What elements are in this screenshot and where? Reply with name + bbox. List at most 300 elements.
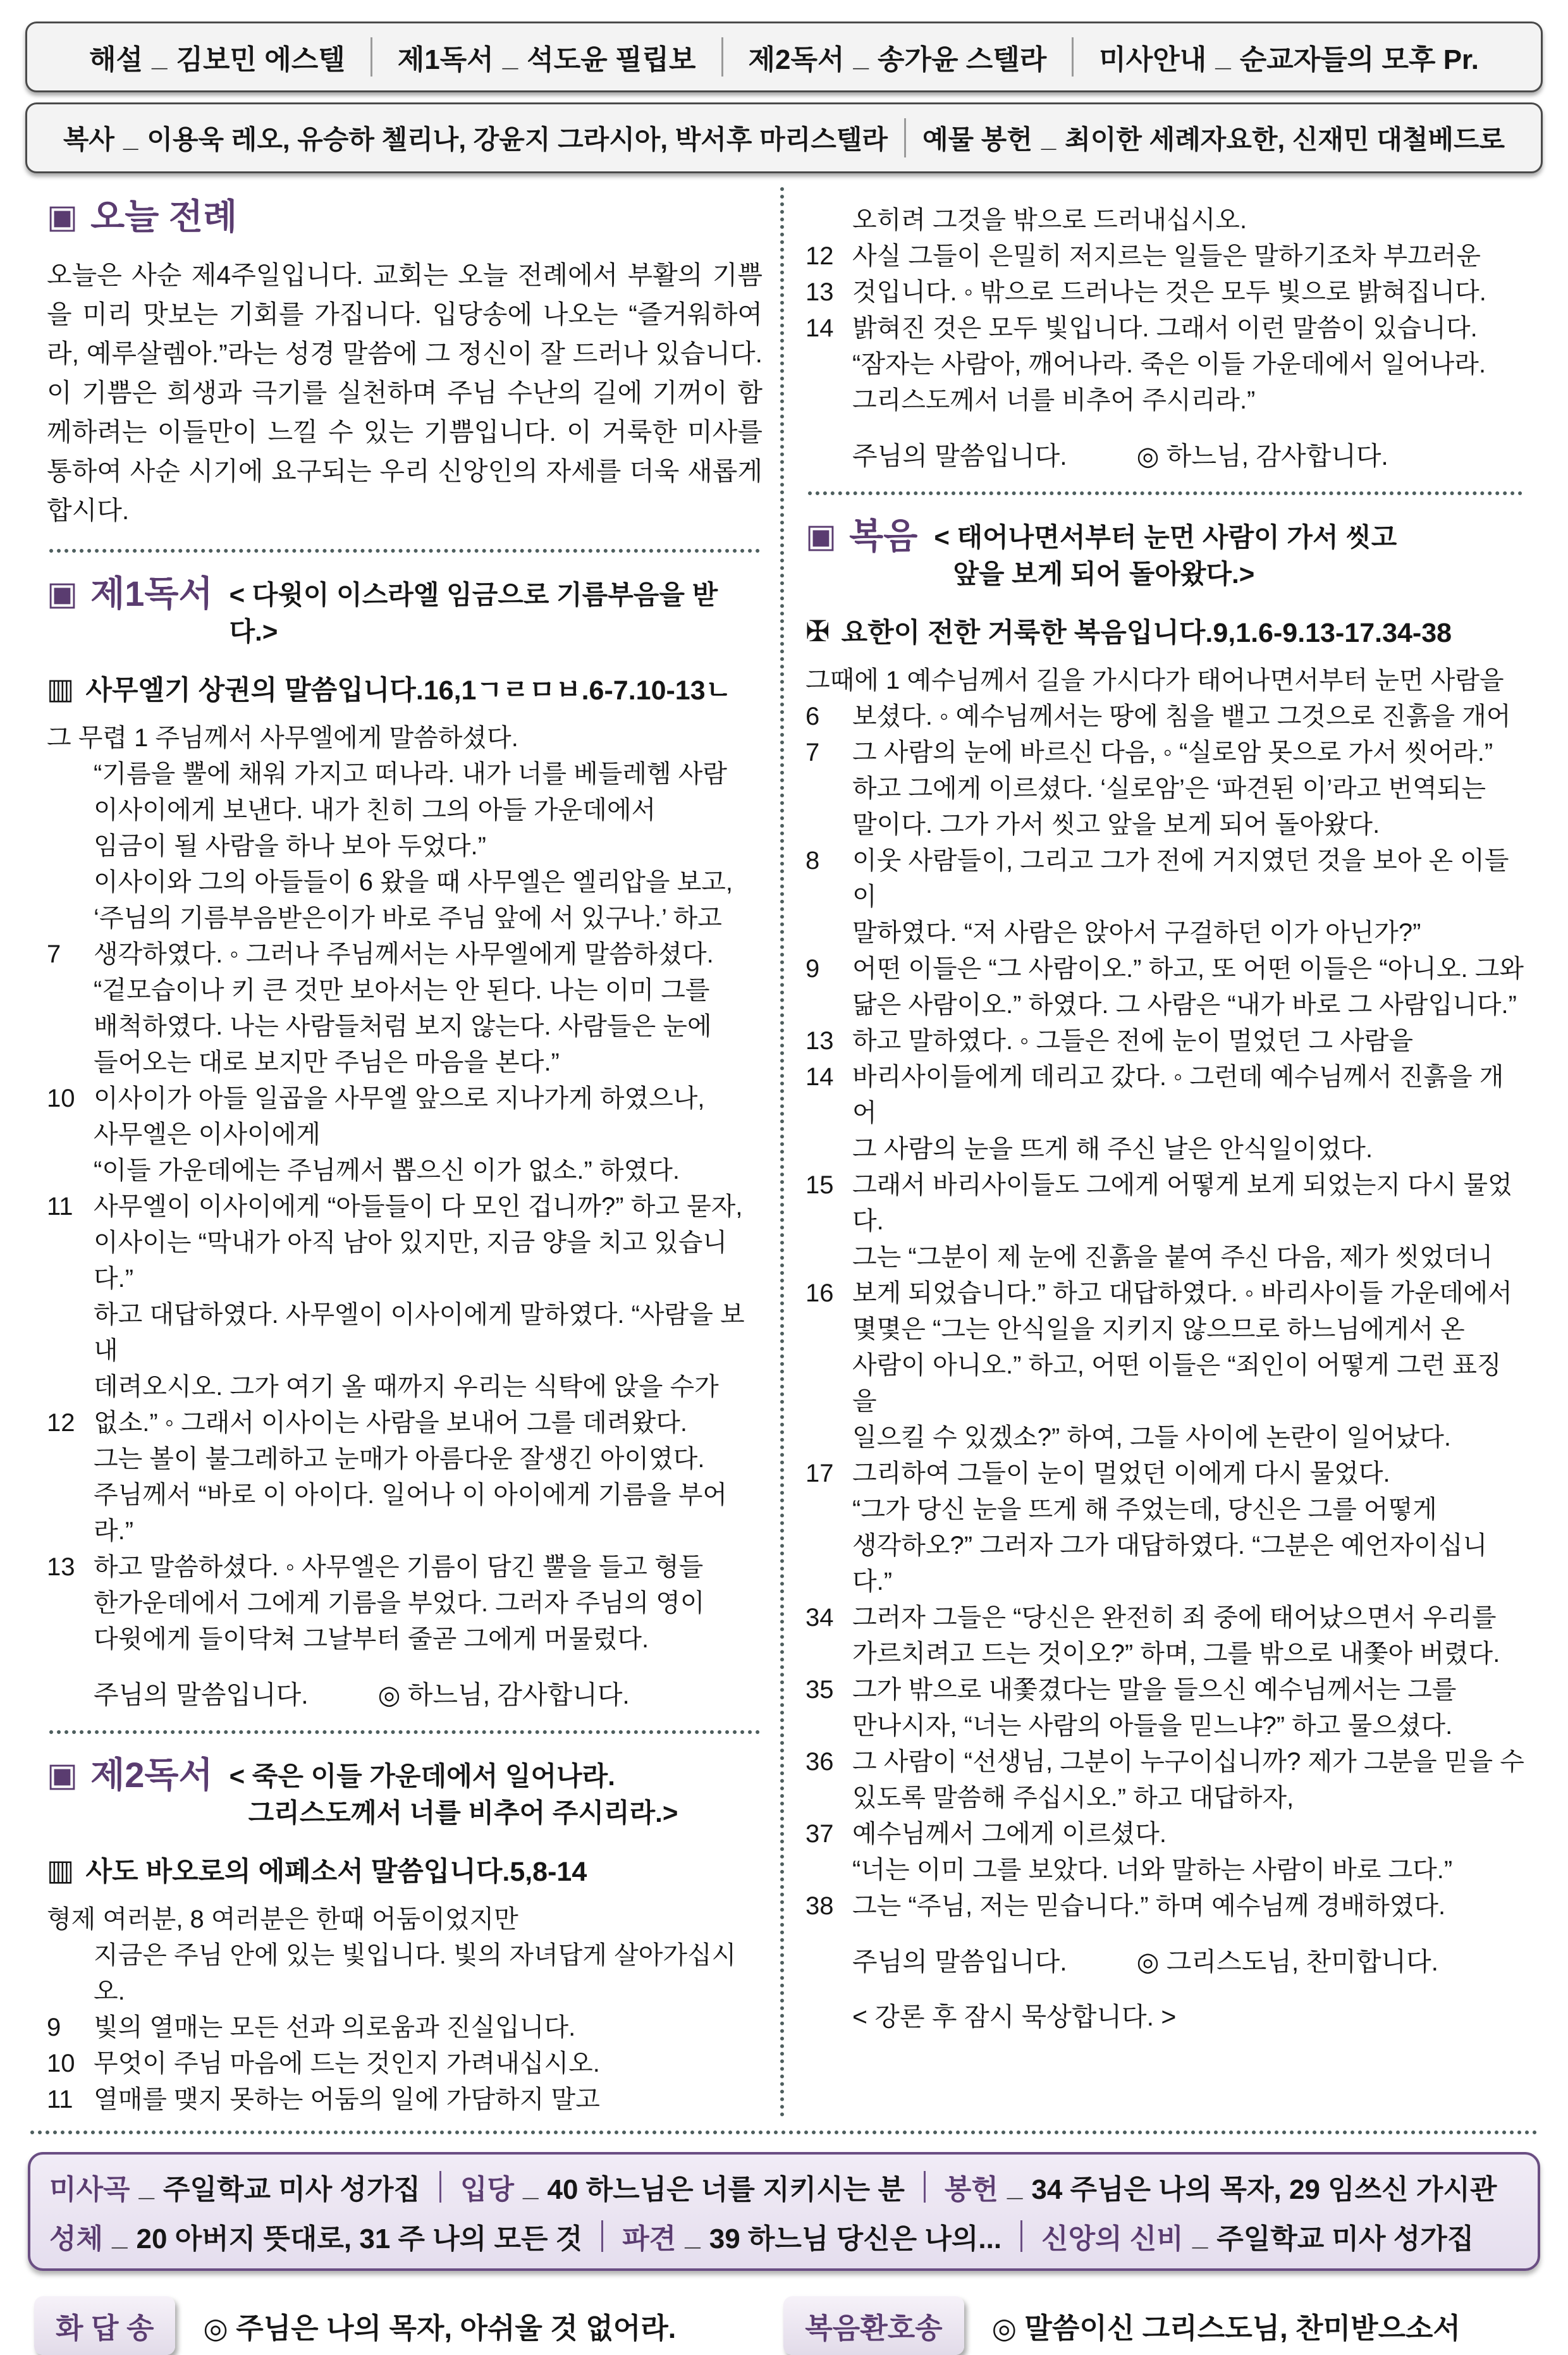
verse-line xyxy=(47,1297,763,1369)
verse-line xyxy=(805,347,1525,383)
verse-line xyxy=(47,2046,763,2082)
section-square-icon: ▣ xyxy=(47,575,78,612)
hymn-separator: _ xyxy=(1192,2220,1208,2251)
first-reading-source: 사무엘기 상권의 말씀입니다.16,1ㄱㄹㅁㅂ.6-7.10-13ㄴ xyxy=(85,675,732,706)
verse-number xyxy=(47,1009,94,1045)
verse-text: 임금이 될 사람을 하나 보아 두었다.” xyxy=(94,832,486,860)
verse-line xyxy=(47,1081,763,1117)
role-item-altar-servers xyxy=(63,119,888,157)
verse-text: 만나시자, “너는 사람의 아들을 믿느냐?” 하고 물으셨다. xyxy=(852,1712,1453,1740)
verse-number: 10 xyxy=(47,1085,75,1112)
verse-line xyxy=(47,1902,763,1938)
verse-number xyxy=(805,1348,852,1420)
verse-number: 14 xyxy=(805,1063,834,1091)
verse-text: 그는 볼이 불그레하고 눈매가 아름다운 잘생긴 아이였다. xyxy=(94,1445,705,1473)
first-reading-subtitle: < 다윗이 이스라엘 임금으로 기름부음을 받다.> xyxy=(229,580,718,646)
role-separator: _ xyxy=(1215,41,1231,72)
hymn-value: 34 주님은 나의 목자, 29 임쓰신 가시관 xyxy=(1031,2174,1497,2205)
verse-line xyxy=(47,828,763,864)
role-item-mass-guide xyxy=(1099,37,1479,77)
hymn-value: 40 하느님은 너를 지키시는 분 xyxy=(547,2174,905,2205)
verse-text: 닮은 사람이오.” 하였다. 그 사람은 “내가 바로 그 사람입니다.” xyxy=(852,991,1517,1019)
closing-response: ◎ 하느님, 감사합니다. xyxy=(377,1680,630,1709)
left-column xyxy=(25,187,784,2118)
verse-text: 그 사람의 눈을 뜨게 해 주신 날은 안식일이었다. xyxy=(852,1135,1373,1163)
role-separator: _ xyxy=(123,123,138,152)
verse-line xyxy=(805,1312,1525,1348)
verse-text: 것입니다. ◦ 밖으로 드러나는 것은 모두 빛으로 밝혀집니다. xyxy=(852,278,1486,306)
role-value: 석도윤 필립보 xyxy=(527,44,696,75)
verse-number: 7 xyxy=(47,940,61,968)
verse-line xyxy=(47,864,763,901)
verse-line xyxy=(805,1636,1525,1672)
verse-number: 35 xyxy=(805,1676,834,1704)
section-gospel xyxy=(805,517,1525,593)
verse-number xyxy=(805,1131,852,1167)
verse-number: 9 xyxy=(47,2014,61,2041)
section-square-icon: ▣ xyxy=(47,199,78,235)
verse-line xyxy=(805,1059,1525,1131)
verse-line xyxy=(805,1276,1525,1312)
verse-line xyxy=(47,2082,763,2118)
verse-number: 38 xyxy=(805,1892,834,1920)
verse-number: 17 xyxy=(805,1460,834,1487)
hymn-value: 주일학교 미사 성가집 xyxy=(1216,2223,1474,2254)
verse-text: 그 사람이 “선생님, 그분이 누구이십니까? 제가 그분을 믿을 수 xyxy=(852,1748,1524,1776)
verse-text: 배척하였다. 나는 사람들처럼 보지 않는다. 사람들은 눈에 xyxy=(94,1012,712,1040)
right-column xyxy=(784,187,1543,2118)
verse-text: 사실 그들이 은밀히 저지르는 일들은 말하기조차 부끄러운 xyxy=(852,242,1481,270)
hymn-value: 39 하느님 당신은 나의... xyxy=(709,2223,1002,2254)
verse-line xyxy=(805,383,1525,419)
meditation-note: < 강론 후 잠시 묵상합니다. > xyxy=(852,2002,1177,2031)
verse-number: 37 xyxy=(805,1820,834,1848)
verse-text: 한가운데에서 그에게 기름을 부었다. 그러자 주님의 영이 xyxy=(94,1589,705,1617)
verse-number xyxy=(805,807,852,843)
verse-text: 말이다. 그가 가서 씻고 앞을 보게 되어 돌아왔다. xyxy=(852,811,1380,839)
hymn-label: 봉헌 xyxy=(944,2174,998,2205)
first-reading-closing xyxy=(47,1674,763,1711)
subtitle-line: 앞을 보게 되어 돌아왔다.> xyxy=(953,559,1255,589)
verse-line xyxy=(805,202,1525,238)
hymn-separator: _ xyxy=(1007,2171,1023,2202)
verse-number xyxy=(47,1117,94,1153)
verse-line xyxy=(47,1938,763,2010)
verse-number xyxy=(47,1297,94,1369)
verse-line xyxy=(805,915,1525,951)
role-item-offertory xyxy=(922,119,1505,157)
role-separator: _ xyxy=(152,41,168,72)
role-item-reading1 xyxy=(398,37,696,77)
closing-text: 주님의 말씀입니다. xyxy=(852,1947,1067,1976)
gospel-acclamation-item xyxy=(783,2296,1461,2355)
role-label: 제2독서 xyxy=(748,44,845,75)
hymn-label: 신앙의 신비 xyxy=(1041,2223,1184,2254)
section-title-second-reading: 제2독서 xyxy=(90,1755,213,1795)
verse-number xyxy=(805,1852,852,1888)
verse-line xyxy=(805,1780,1525,1816)
verse-number xyxy=(805,347,852,383)
hymn-label: 미사곡 xyxy=(49,2174,130,2205)
verse-number xyxy=(47,1441,94,1477)
verse-line xyxy=(47,1009,763,1045)
verse-number xyxy=(805,1420,852,1456)
verse-text: 사람이 아니오.” 하고, 어떤 이들은 “죄인이 어떻게 그런 표징을 xyxy=(852,1351,1502,1415)
verse-text: 주님께서 “바로 이 아이다. 일어나 이 아이에게 기름을 부어라.” xyxy=(94,1481,728,1545)
verse-number xyxy=(805,1492,852,1528)
verse-line xyxy=(805,771,1525,807)
second-reading-verses-left xyxy=(47,1902,763,2118)
verse-line xyxy=(805,843,1525,915)
verse-number xyxy=(805,1312,852,1348)
verse-text: 들어오는 대로 보지만 주님은 마음을 본다.” xyxy=(94,1048,560,1076)
verse-line xyxy=(805,1816,1525,1852)
verse-text: 지금은 주님 안에 있는 빛입니다. 빛의 자녀답게 살아가십시오. xyxy=(94,1941,737,2005)
verse-text: 생각하오?” 그러자 그가 대답하였다. “그분은 예언자이십니다.” xyxy=(852,1532,1488,1596)
verse-line xyxy=(47,2010,763,2046)
second-reading-subtitle xyxy=(230,1755,678,1831)
verse-number: 9 xyxy=(805,955,820,983)
verse-text: 무엇이 주님 마음에 드는 것인지 가려내십시오. xyxy=(94,2050,600,2077)
responsorial-psalm-text: ◎ 주님은 나의 목자, 아쉬울 것 없어라. xyxy=(203,2312,677,2344)
verse-text: ‘주님의 기름부음받은이가 바로 주님 앞에 서 있구나.’ 하고 xyxy=(94,904,722,932)
verse-number: 12 xyxy=(47,1409,75,1437)
verse-number xyxy=(805,383,852,419)
verse-line xyxy=(47,1405,763,1441)
verse-text: 그리하여 그들이 눈이 멀었던 이에게 다시 물었다. xyxy=(852,1460,1390,1487)
hymn-row-2 xyxy=(49,2211,1519,2261)
verse-text: 바리사이들에게 데리고 갔다. ◦ 그런데 예수님께서 진흙을 개어 xyxy=(852,1063,1504,1127)
striped-box-icon: ▥ xyxy=(47,1853,75,1886)
verse-number xyxy=(805,1708,852,1744)
gospel-verses xyxy=(805,663,1525,1924)
hymn-value: 20 아버지 뜻대로, 31 주 나의 모든 것 xyxy=(136,2223,583,2254)
verse-number xyxy=(805,771,852,807)
section-title-gospel: 복음 xyxy=(849,516,918,556)
verse-number: 34 xyxy=(805,1604,834,1632)
verse-line xyxy=(805,1239,1525,1276)
verse-number: 14 xyxy=(805,314,834,342)
verse-text: “겉모습이나 키 큰 것만 보아서는 안 된다. 나는 이미 그를 xyxy=(94,976,710,1004)
verse-text: 보게 되었습니다.” 하고 대답하였다. ◦ 바리사이들 가운데에서 xyxy=(852,1279,1512,1307)
hymn-separator: _ xyxy=(138,2171,154,2202)
verse-number xyxy=(47,756,94,792)
gospel-closing xyxy=(805,1941,1525,1978)
verse-line xyxy=(47,756,763,792)
verse-text: 이사이가 아들 일곱을 사무엘 앞으로 지나가게 하였으나, xyxy=(94,1085,705,1112)
role-item-reading2 xyxy=(749,37,1047,77)
verse-line xyxy=(805,274,1525,311)
section-square-icon: ▣ xyxy=(47,1757,78,1793)
closing-text: 주님의 말씀입니다. xyxy=(852,441,1067,470)
verse-number: 8 xyxy=(805,847,820,875)
verse-line xyxy=(805,807,1525,843)
gospel-source: 요한이 전한 거룩한 복음입니다.9,1.6-9.13-17.34-38 xyxy=(841,618,1452,648)
verse-line xyxy=(805,1852,1525,1888)
divider xyxy=(904,118,906,157)
verse-line xyxy=(805,663,1525,699)
verse-line xyxy=(805,1600,1525,1636)
verse-number xyxy=(47,1938,94,2010)
section-first-reading xyxy=(47,574,763,650)
verse-line xyxy=(805,1348,1525,1420)
verse-text: 그래서 바리사이들도 그에게 어떻게 보게 되었는지 다시 물었다. xyxy=(852,1171,1512,1235)
verse-number xyxy=(47,792,94,828)
divider xyxy=(1020,2220,1022,2252)
verse-number xyxy=(47,828,94,864)
verse-text: 이사이와 그의 아들들이 6 왔을 때 사무엘은 엘리압을 보고, xyxy=(94,868,733,896)
verse-number xyxy=(805,1528,852,1600)
verse-text: 오히려 그것을 밖으로 드러내십시오. xyxy=(852,206,1247,234)
verse-text: 어떤 이들은 “그 사람이오.” 하고, 또 어떤 이들은 “아니오. 그와 xyxy=(852,955,1524,983)
role-value: 송가윤 스텔라 xyxy=(877,44,1047,75)
verse-line xyxy=(47,973,763,1009)
hymn-separator: _ xyxy=(523,2171,539,2202)
hymn-label: 파견 xyxy=(622,2223,677,2254)
verse-number: 13 xyxy=(47,1553,75,1581)
footer-antiphons xyxy=(34,2296,1534,2355)
verse-line xyxy=(805,1492,1525,1528)
divider xyxy=(924,2171,926,2203)
verse-text: 하고 말하였다. ◦ 그들은 전에 눈이 멀었던 그 사람을 xyxy=(852,1027,1413,1055)
first-reading-source-line xyxy=(47,669,763,708)
roles-header-row2 xyxy=(25,102,1543,173)
verse-line xyxy=(47,1585,763,1621)
closing-response: ◎ 하느님, 감사합니다. xyxy=(1136,441,1388,470)
role-separator: _ xyxy=(1041,123,1057,152)
verse-text: 형제 여러분, 8 여러분은 한때 어둠이었지만 xyxy=(47,1905,518,1933)
verse-number xyxy=(47,1225,94,1297)
section-square-icon: ▣ xyxy=(805,518,837,555)
role-label: 제1독서 xyxy=(397,44,494,75)
verse-number: 15 xyxy=(805,1171,834,1199)
second-reading-closing xyxy=(805,435,1525,472)
verse-text: 일으킬 수 있겠소?” 하여, 그들 사이에 논란이 일어났다. xyxy=(852,1423,1452,1451)
verse-line xyxy=(47,937,763,973)
verse-line xyxy=(805,1744,1525,1780)
dotted-divider xyxy=(49,549,760,553)
divider xyxy=(371,37,372,77)
closing-response: ◎ 그리스도님, 찬미합니다. xyxy=(1136,1947,1439,1976)
verse-text: 데려오시오. 그가 여기 올 때까지 우리는 식탁에 앉을 수가 xyxy=(94,1373,719,1401)
verse-text: 생각하였다. ◦ 그러나 주님께서는 사무엘에게 말씀하셨다. xyxy=(94,940,714,968)
verse-text: 하고 그에게 이르셨다. ‘실로암’은 ‘파견된 이’라고 번역되는 xyxy=(852,775,1486,802)
hymn-separator: _ xyxy=(685,2220,701,2251)
gospel-acclamation-badge: 복음환호송 xyxy=(783,2296,964,2355)
verse-line xyxy=(47,1621,763,1657)
responsorial-psalm-badge: 화 답 송 xyxy=(34,2296,175,2355)
verse-text: 그 무렵 1 주님께서 사무엘에게 말씀하셨다. xyxy=(47,724,518,752)
verse-number: 12 xyxy=(805,242,834,270)
verse-number: 11 xyxy=(47,1193,73,1221)
verse-line xyxy=(47,1153,763,1189)
verse-number: 36 xyxy=(805,1748,834,1776)
verse-text: 말하였다. “저 사람은 앉아서 구걸하던 이가 아닌가?” xyxy=(852,919,1421,947)
verse-line xyxy=(47,1441,763,1477)
cross-icon: ✠ xyxy=(805,614,830,648)
verse-text: 사무엘은 이사이에게 xyxy=(94,1121,321,1148)
verse-number: 7 xyxy=(805,739,820,766)
verse-line xyxy=(805,1023,1525,1059)
verse-line xyxy=(805,1528,1525,1600)
dotted-divider-full xyxy=(30,2131,1538,2134)
role-label: 해설 xyxy=(89,44,144,75)
verse-line xyxy=(47,1225,763,1297)
verse-text: 이사이에게 보낸다. 내가 친히 그의 아들 가운데에서 xyxy=(94,796,656,824)
hymn-label: 성체 xyxy=(49,2223,104,2254)
verse-text: 보셨다. ◦ 예수님께서는 땅에 침을 뱉고 그것으로 진흙을 개어 xyxy=(852,703,1511,730)
gospel-subtitle xyxy=(934,517,1397,593)
verse-text: 빛의 열매는 모든 선과 의로움과 진실입니다. xyxy=(94,2014,576,2041)
verse-number xyxy=(805,1780,852,1816)
verse-number: 11 xyxy=(47,2086,73,2113)
subtitle-line: < 태어나면서부터 눈먼 사람이 가서 씻고 xyxy=(934,522,1397,552)
verse-line xyxy=(47,1189,763,1225)
verse-text: 사무엘이 이사이에게 “아들들이 다 모인 겁니까?” 하고 묻자, xyxy=(94,1193,743,1221)
divider xyxy=(721,37,723,77)
verse-line xyxy=(805,735,1525,771)
verse-number: 10 xyxy=(47,2050,75,2077)
verse-line xyxy=(805,699,1525,735)
verse-text: 예수님께서 그에게 이르셨다. xyxy=(852,1820,1167,1848)
role-label: 예물 봉헌 xyxy=(922,125,1032,154)
verse-text: 그는 “주님, 저는 믿습니다.” 하며 예수님께 경배하였다. xyxy=(852,1892,1446,1920)
verse-line xyxy=(47,1477,763,1549)
verse-text: 하고 말씀하셨다. ◦ 사무엘은 기름이 담긴 뿔을 들고 형들 xyxy=(94,1553,704,1581)
verse-line xyxy=(805,1672,1525,1708)
role-item-commentary xyxy=(89,37,345,77)
dotted-divider xyxy=(49,1730,760,1734)
second-reading-source-line xyxy=(47,1850,763,1889)
verse-number xyxy=(47,1045,94,1081)
role-separator: _ xyxy=(502,41,518,72)
role-label: 복사 xyxy=(63,125,115,154)
verse-text: 다윗에게 들이닥쳐 그날부터 줄곧 그에게 머물렀다. xyxy=(94,1625,649,1653)
verse-number xyxy=(47,1369,94,1405)
verse-line xyxy=(805,1456,1525,1492)
verse-number: 16 xyxy=(805,1279,834,1307)
verse-text: “그가 당신 눈을 뜨게 해 주었는데, 당신은 그를 어떻게 xyxy=(852,1496,1437,1523)
dotted-divider xyxy=(808,491,1522,495)
verse-line xyxy=(805,311,1525,347)
verse-text: 열매를 맺지 못하는 어둠의 일에 가담하지 말고 xyxy=(94,2086,600,2113)
section-title-first-reading: 제1독서 xyxy=(90,574,213,613)
verse-number xyxy=(805,1239,852,1276)
hymn-value: 주일학교 미사 성가집 xyxy=(163,2174,420,2205)
verse-text: 가르치려고 드는 것이오?” 하며, 그를 밖으로 내쫓아 버렸다. xyxy=(852,1640,1500,1668)
verse-line xyxy=(47,1045,763,1081)
hymn-list-box xyxy=(28,2152,1540,2271)
hymn-row-1 xyxy=(49,2162,1519,2211)
verse-number xyxy=(805,987,852,1023)
verse-number xyxy=(805,1636,852,1672)
role-value: 최이한 세례자요한, 신재민 대철베드로 xyxy=(1065,125,1505,154)
verse-text: 그리스도께서 너를 비추어 주시리라.” xyxy=(852,386,1256,414)
verse-text: 이사이는 “막내가 아직 남아 있지만, 지금 양을 치고 있습니다.” xyxy=(94,1229,728,1293)
verse-number xyxy=(805,915,852,951)
second-reading-source: 사도 바오로의 에페소서 말씀입니다.5,8-14 xyxy=(85,1857,587,1887)
verse-number xyxy=(47,864,94,901)
subtitle-line: < 죽은 이들 가운데에서 일어나라. xyxy=(229,1761,615,1791)
verse-text: “잠자는 사람아, 깨어나라. 죽은 이들 가운데에서 일어나라. xyxy=(852,350,1486,378)
verse-line xyxy=(47,901,763,937)
subtitle-line: 그리스도께서 너를 비추어 주시리라.> xyxy=(248,1798,678,1828)
role-value: 김보민 에스텔 xyxy=(176,44,345,75)
section-title-today: 오늘 전례 xyxy=(90,197,238,237)
second-reading-verses-right xyxy=(805,202,1525,419)
closing-text: 주님의 말씀입니다. xyxy=(94,1680,309,1709)
verse-line xyxy=(805,1131,1525,1167)
verse-number xyxy=(47,1621,94,1657)
gospel-acclamation-text: ◎ 말씀이신 그리스도님, 찬미받으소서 xyxy=(991,2312,1461,2344)
gospel-source-line xyxy=(805,612,1525,650)
verse-line xyxy=(805,1708,1525,1744)
verse-number: 13 xyxy=(805,1027,834,1055)
divider xyxy=(601,2220,603,2252)
section-second-reading xyxy=(47,1755,763,1831)
verse-line xyxy=(805,987,1525,1023)
verse-text: 있도록 말씀해 주십시오.” 하고 대답하자, xyxy=(852,1784,1294,1812)
verse-text: “이들 가운데에는 주님께서 뽑으신 이가 없소.” 하였다. xyxy=(94,1157,680,1184)
verse-line xyxy=(805,1420,1525,1456)
verse-line xyxy=(805,1888,1525,1924)
verse-text: 이웃 사람들이, 그리고 그가 전에 거지였던 것을 보아 온 이들이 xyxy=(852,847,1509,911)
verse-text: 하고 대답하였다. 사무엘이 이사이에게 말하였다. “사람을 보내 xyxy=(94,1301,745,1365)
verse-line xyxy=(47,1369,763,1405)
verse-line xyxy=(47,1549,763,1585)
verse-text: 그가 밖으로 내쫓겼다는 말을 들으신 예수님께서는 그를 xyxy=(852,1676,1457,1704)
verse-number xyxy=(47,1153,94,1189)
hymn-separator: _ xyxy=(112,2220,128,2251)
today-liturgy-paragraph: 오늘은 사순 제4주일입니다. 교회는 오늘 전례에서 부활의 기쁨을 미리 맛보는 기회를 가집니다. 입당송에 나오는 “즐거워하여라, 예루살렘아.”라는 성경 말씀에 그 정신이 잘 드러나 있습니다. 이 기쁨은 희생과 극기를 실천하며 주님 수난의 길에 기꺼이 함께하려는 이들만이 느낄 수 있는 기쁨입니다. 이 거룩한 미사를 통하여 사순 시기에 요구되는 우리 신앙인의 자세를 더욱 새롭게 합시다. xyxy=(47,261,763,525)
verse-number xyxy=(47,1585,94,1621)
two-column-body xyxy=(25,187,1543,2118)
verse-text: “기름을 뿔에 채워 가지고 떠나라. 내가 너를 베들레헴 사람 xyxy=(94,760,728,788)
verse-text: 밝혀진 것은 모두 빛입니다. 그래서 이런 말씀이 있습니다. xyxy=(852,314,1478,342)
section-today-liturgy xyxy=(47,197,763,237)
verse-number xyxy=(47,973,94,1009)
role-value: 순교자들의 모후 Pr. xyxy=(1239,44,1479,75)
roles-header-row1 xyxy=(25,22,1543,92)
verse-number xyxy=(47,901,94,937)
role-value: 이용욱 레오, 유승하 첼리나, 강윤지 그라시아, 박서후 마리스텔라 xyxy=(147,125,888,154)
verse-number xyxy=(805,202,852,238)
verse-text: 없소.” ◦ 그래서 이사이는 사람을 보내어 그를 데려왔다. xyxy=(94,1409,687,1437)
striped-box-icon: ▥ xyxy=(47,672,75,705)
first-reading-verses xyxy=(47,720,763,1657)
verse-line xyxy=(47,720,763,756)
verse-line xyxy=(805,951,1525,987)
verse-line xyxy=(805,238,1525,274)
verse-number xyxy=(47,1477,94,1549)
verse-number: 6 xyxy=(805,703,820,730)
verse-text: 그 사람의 눈에 바르신 다음, ◦ “실로암 못으로 가서 씻어라.” xyxy=(852,739,1493,766)
role-label: 미사안내 xyxy=(1099,44,1207,75)
verse-line xyxy=(805,1167,1525,1239)
verse-number: 13 xyxy=(805,278,834,306)
verse-line xyxy=(47,1117,763,1153)
verse-text: 몇몇은 “그는 안식일을 지키지 않으므로 하느님에게서 온 xyxy=(852,1315,1465,1343)
verse-text: 그러자 그들은 “당신은 완전히 죄 중에 태어났으면서 우리를 xyxy=(852,1604,1497,1632)
responsorial-psalm-item xyxy=(34,2296,676,2355)
divider xyxy=(1072,37,1074,77)
verse-text: 그때에 1 예수님께서 길을 가시다가 태어나면서부터 눈먼 사람을 xyxy=(805,667,1504,694)
verse-line xyxy=(47,792,763,828)
divider xyxy=(439,2171,441,2203)
verse-text: 그는 “그분이 제 눈에 진흙을 붙여 주신 다음, 제가 씻었더니 xyxy=(852,1243,1493,1271)
role-separator: _ xyxy=(853,41,869,72)
hymn-label: 입당 xyxy=(460,2174,514,2205)
